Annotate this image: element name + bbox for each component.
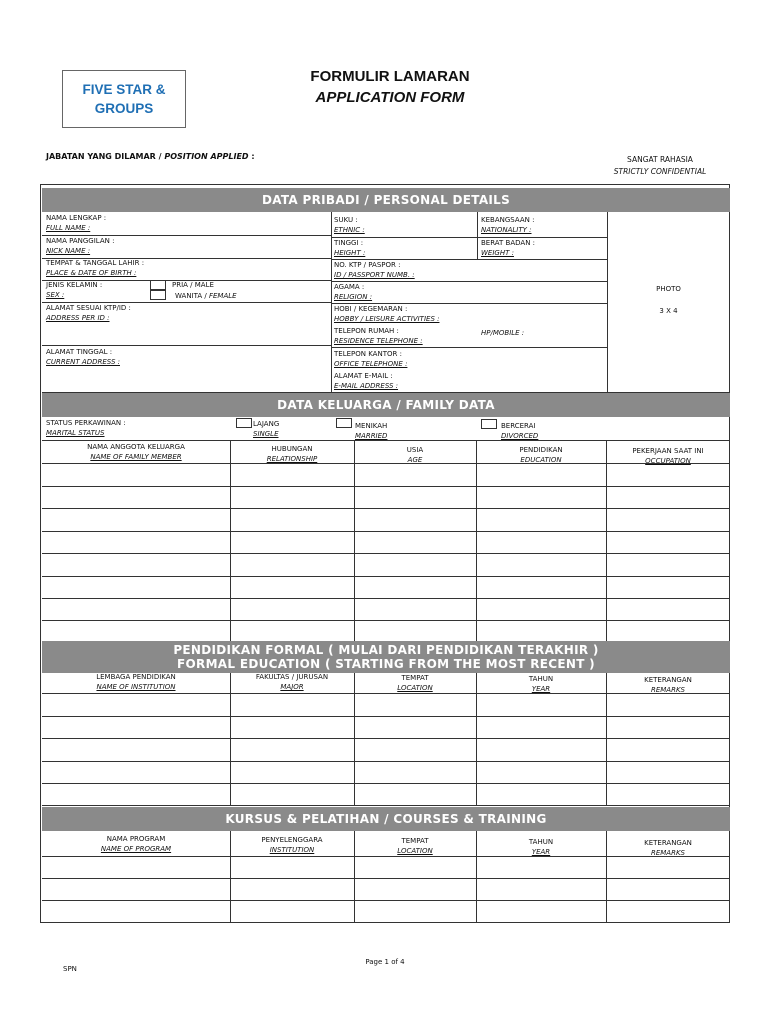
single-checkbox[interactable] bbox=[236, 418, 252, 428]
single-label: LAJANG SINGLE bbox=[253, 420, 280, 438]
hobby-label: HOBI / KEGEMARAN : HOBBY / LEISURE ACTIVITIES : bbox=[334, 305, 440, 323]
mobile-label: HP/MOBILE : bbox=[481, 329, 525, 337]
divorced-checkbox[interactable] bbox=[481, 419, 497, 429]
married-checkbox[interactable] bbox=[336, 418, 352, 428]
office-phone-label: TELEPON KANTOR : OFFICE TELEPHONE : bbox=[334, 350, 408, 368]
current-address-label: ALAMAT TINGGAL : CURRENT ADDRESS : bbox=[46, 348, 120, 366]
family-col-relationship: HUBUNGAN RELATIONSHIP bbox=[266, 445, 318, 463]
male-label: PRIA / MALE bbox=[172, 281, 214, 289]
photo-label: PHOTO bbox=[656, 285, 681, 293]
company-logo bbox=[62, 70, 186, 128]
logo-text: FIVE STAR & GROUPS bbox=[82, 82, 166, 116]
ethnic-label: SUKU : ETHNIC : bbox=[334, 216, 365, 234]
family-col-name: NAMA ANGGOTA KELUARGA NAME OF FAMILY MEMBER bbox=[87, 443, 185, 461]
footer-code: SPN bbox=[63, 965, 77, 973]
male-checkbox[interactable] bbox=[150, 280, 166, 290]
female-checkbox[interactable] bbox=[150, 290, 166, 300]
form-subtitle: APPLICATION FORM bbox=[315, 89, 465, 106]
courses-col-location: TEMPAT LOCATION bbox=[397, 837, 433, 855]
page-number: Page 1 of 4 bbox=[365, 958, 405, 966]
divorced-label: BERCERAI DIVORCED bbox=[501, 422, 539, 440]
family-col-education: PENDIDIKAN EDUCATION bbox=[519, 446, 563, 464]
education-col-major: FAKULTAS / JURUSAN MAJOR bbox=[255, 673, 329, 691]
courses-col-year: TAHUN YEAR bbox=[528, 838, 554, 856]
personal-section-header: DATA PRIBADI / PERSONAL DETAILS bbox=[42, 188, 730, 212]
position-applied-label: JABATAN YANG DILAMAR / POSITION APPLIED : bbox=[46, 152, 255, 161]
nick-name-label: NAMA PANGGILAN : NICK NAME : bbox=[46, 237, 115, 255]
courses-col-institution: PENYELENGGARA INSTITUTION bbox=[261, 836, 323, 854]
form-title: FORMULIR LAMARAN bbox=[310, 68, 470, 85]
id-number-label: NO. KTP / PASPOR : ID / PASSPORT NUMB. : bbox=[334, 261, 415, 279]
married-label: MENIKAH MARRIED bbox=[355, 422, 388, 440]
education-col-remarks: KETERANGAN REMARKS bbox=[644, 676, 692, 694]
education-col-location: TEMPAT LOCATION bbox=[397, 674, 433, 692]
education-col-institution: LEMBAGA PENDIDIKAN NAME OF INSTITUTION bbox=[96, 673, 176, 691]
courses-col-program: NAMA PROGRAM NAME OF PROGRAM bbox=[100, 835, 172, 853]
weight-label: BERAT BADAN : WEIGHT : bbox=[481, 239, 536, 257]
family-section-header: DATA KELUARGA / FAMILY DATA bbox=[42, 393, 730, 417]
courses-col-remarks: KETERANGAN REMARKS bbox=[644, 839, 692, 857]
education-col-year: TAHUN YEAR bbox=[528, 675, 554, 693]
nationality-label: KEBANGSAAN : NATIONALITY : bbox=[481, 216, 535, 234]
height-label: TINGGI : HEIGHT : bbox=[334, 239, 366, 257]
female-label: WANITA / FEMALE bbox=[175, 292, 237, 300]
confidential-label: SANGAT RAHASIA STRICTLY CONFIDENTIAL bbox=[613, 155, 707, 176]
sex-label: JENIS KELAMIN : SEX : bbox=[46, 281, 103, 299]
full-name-label: NAMA LENGKAP : FULL NAME : bbox=[46, 214, 107, 232]
birth-label: TEMPAT & TANGGAL LAHIR : PLACE & DATE OF BIRTH : bbox=[46, 259, 145, 277]
email-label: ALAMAT E-MAIL : E-MAIL ADDRESS : bbox=[334, 372, 399, 390]
marital-status-label: STATUS PERKAWINAN : MARITAL STATUS bbox=[46, 419, 126, 437]
education-section-header: PENDIDIKAN FORMAL ( MULAI DARI PENDIDIKAN TERAKHIR ) FORMAL EDUCATION ( STARTING FROM THE MOST RECENT ) bbox=[42, 641, 730, 673]
family-col-age: USIA AGE bbox=[406, 446, 424, 464]
residence-phone-label: TELEPON RUMAH : RESIDENCE TELEPHONE : bbox=[334, 327, 423, 345]
religion-label: AGAMA : RELIGION : bbox=[334, 283, 373, 301]
family-col-occupation: PEKERJAAN SAAT INI OCCUPATION bbox=[632, 447, 704, 465]
photo-size-label: 3 X 4 bbox=[659, 307, 678, 315]
courses-section-header: KURSUS & PELATIHAN / COURSES & TRAINING bbox=[42, 807, 730, 831]
address-id-label: ALAMAT SESUAI KTP/ID : ADDRESS PER ID : bbox=[46, 304, 131, 322]
